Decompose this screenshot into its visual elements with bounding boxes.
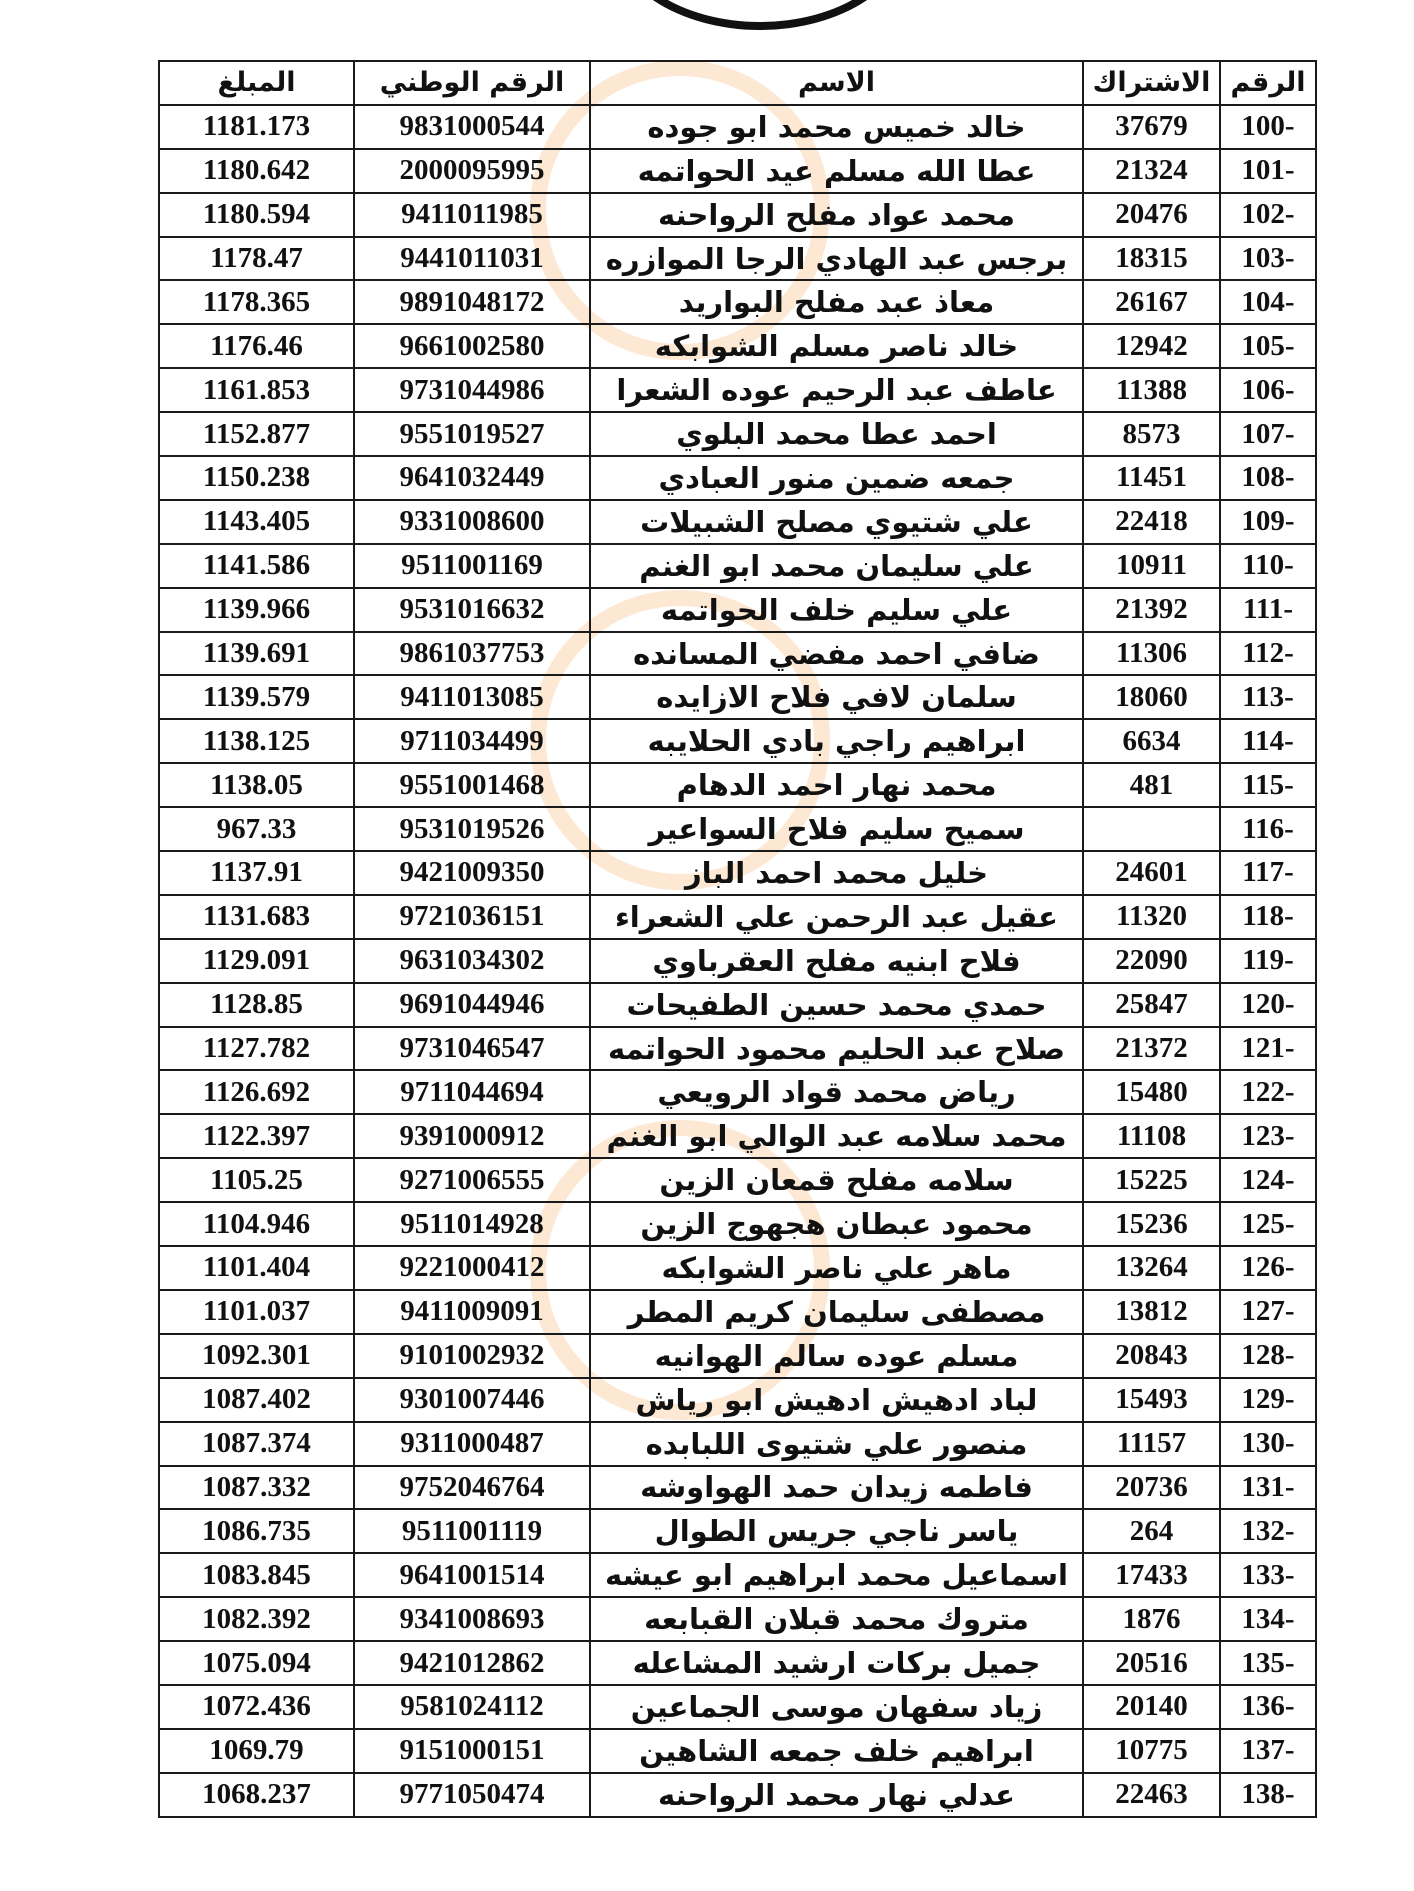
row-amount: 967.33 — [159, 807, 354, 851]
table-row — [159, 368, 1316, 412]
row-subscription: 15493 — [1083, 1378, 1220, 1422]
row-national-id: 9641001514 — [354, 1553, 590, 1597]
roster-table — [158, 60, 1317, 1818]
row-amount: 1092.301 — [159, 1334, 354, 1378]
row-national-id: 9731044986 — [354, 368, 590, 412]
row-name: عاطف عبد الرحيم عوده الشعرا — [590, 368, 1083, 412]
table-row — [159, 1773, 1316, 1817]
row-subscription: 22418 — [1083, 500, 1220, 544]
row-amount: 1139.691 — [159, 632, 354, 676]
table-row — [159, 412, 1316, 456]
table-row — [159, 851, 1316, 895]
table-row — [159, 1553, 1316, 1597]
row-subscription: 12942 — [1083, 324, 1220, 368]
table-row — [159, 675, 1316, 719]
table-row — [159, 149, 1316, 193]
row-name: عطا الله مسلم عيد الحواتمه — [590, 149, 1083, 193]
row-name: مسلم عوده سالم الهوانيه — [590, 1334, 1083, 1378]
row-amount: 1083.845 — [159, 1553, 354, 1597]
row-name: معاذ عبد مفلح البواريد — [590, 280, 1083, 324]
row-number: 131- — [1220, 1466, 1316, 1510]
row-subscription: 10911 — [1083, 544, 1220, 588]
row-name: سلامه مفلح قمعان الزين — [590, 1158, 1083, 1202]
row-name: متروك محمد قبلان القبابعه — [590, 1597, 1083, 1641]
row-subscription: 22090 — [1083, 939, 1220, 983]
row-number: 110- — [1220, 544, 1316, 588]
row-number: 126- — [1220, 1246, 1316, 1290]
row-name: محمد نهار احمد الدهام — [590, 763, 1083, 807]
row-number: 102- — [1220, 193, 1316, 237]
table-row — [159, 1509, 1316, 1553]
table-row — [159, 983, 1316, 1027]
row-subscription: 11157 — [1083, 1422, 1220, 1466]
row-national-id: 9581024112 — [354, 1685, 590, 1729]
row-amount: 1122.397 — [159, 1114, 354, 1158]
row-number: 124- — [1220, 1158, 1316, 1202]
row-subscription: 481 — [1083, 763, 1220, 807]
row-national-id: 9511001169 — [354, 544, 590, 588]
row-name: مصطفى سليمان كريم المطر — [590, 1290, 1083, 1334]
row-name: رياض محمد قواد الرويعي — [590, 1070, 1083, 1114]
table-row — [159, 807, 1316, 851]
row-subscription: 15480 — [1083, 1070, 1220, 1114]
row-name: خالد خميس محمد ابو جوده — [590, 105, 1083, 149]
row-amount: 1127.782 — [159, 1027, 354, 1071]
row-national-id: 9511001119 — [354, 1509, 590, 1553]
row-number: 103- — [1220, 237, 1316, 281]
row-subscription: 10775 — [1083, 1729, 1220, 1773]
table-row — [159, 1202, 1316, 1246]
row-amount: 1161.853 — [159, 368, 354, 412]
row-amount: 1138.125 — [159, 719, 354, 763]
row-number: 118- — [1220, 895, 1316, 939]
row-amount: 1181.173 — [159, 105, 354, 149]
row-number: 138- — [1220, 1773, 1316, 1817]
row-name: خالد ناصر مسلم الشوابكه — [590, 324, 1083, 368]
row-amount: 1129.091 — [159, 939, 354, 983]
row-national-id: 9301007446 — [354, 1378, 590, 1422]
row-number: 108- — [1220, 456, 1316, 500]
row-name: عدلي نهار محمد الرواحنه — [590, 1773, 1083, 1817]
row-amount: 1141.586 — [159, 544, 354, 588]
row-subscription: 13264 — [1083, 1246, 1220, 1290]
row-national-id: 9391000912 — [354, 1114, 590, 1158]
row-number: 135- — [1220, 1641, 1316, 1685]
row-subscription: 18060 — [1083, 675, 1220, 719]
row-name: فلاح ابنيه مفلح العقرباوي — [590, 939, 1083, 983]
row-amount: 1104.946 — [159, 1202, 354, 1246]
row-number: 128- — [1220, 1334, 1316, 1378]
row-number: 130- — [1220, 1422, 1316, 1466]
row-amount: 1139.966 — [159, 588, 354, 632]
row-number: 127- — [1220, 1290, 1316, 1334]
row-amount: 1139.579 — [159, 675, 354, 719]
row-national-id: 9221000412 — [354, 1246, 590, 1290]
row-national-id: 9411011985 — [354, 193, 590, 237]
row-national-id: 9691044946 — [354, 983, 590, 1027]
header-amount: المبلغ — [159, 61, 354, 105]
row-number: 105- — [1220, 324, 1316, 368]
row-national-id: 9831000544 — [354, 105, 590, 149]
table-row — [159, 280, 1316, 324]
row-amount: 1152.877 — [159, 412, 354, 456]
table-row — [159, 1290, 1316, 1334]
row-national-id: 9411009091 — [354, 1290, 590, 1334]
row-subscription: 15225 — [1083, 1158, 1220, 1202]
row-number: 121- — [1220, 1027, 1316, 1071]
table-row — [159, 719, 1316, 763]
table-row — [159, 1641, 1316, 1685]
row-amount: 1150.238 — [159, 456, 354, 500]
row-national-id: 9752046764 — [354, 1466, 590, 1510]
table-row — [159, 500, 1316, 544]
row-number: 125- — [1220, 1202, 1316, 1246]
row-amount: 1126.692 — [159, 1070, 354, 1114]
row-amount: 1178.47 — [159, 237, 354, 281]
header-name: الاسم — [590, 61, 1083, 105]
table-row — [159, 1685, 1316, 1729]
row-number: 109- — [1220, 500, 1316, 544]
table-row — [159, 1158, 1316, 1202]
row-national-id: 9151000151 — [354, 1729, 590, 1773]
table-header-row — [159, 61, 1316, 105]
row-subscription: 20736 — [1083, 1466, 1220, 1510]
table-row — [159, 544, 1316, 588]
row-number: 123- — [1220, 1114, 1316, 1158]
row-number: 119- — [1220, 939, 1316, 983]
row-number: 133- — [1220, 1553, 1316, 1597]
row-national-id: 9531016632 — [354, 588, 590, 632]
row-subscription: 6634 — [1083, 719, 1220, 763]
row-number: 134- — [1220, 1597, 1316, 1641]
table-row — [159, 1729, 1316, 1773]
row-national-id: 9711044694 — [354, 1070, 590, 1114]
row-name: ضافي احمد مفضي المسانده — [590, 632, 1083, 676]
table-row — [159, 1422, 1316, 1466]
table-row — [159, 456, 1316, 500]
row-number: 117- — [1220, 851, 1316, 895]
row-national-id: 9661002580 — [354, 324, 590, 368]
row-national-id: 9271006555 — [354, 1158, 590, 1202]
row-name: حمدي محمد حسين الطفيحات — [590, 983, 1083, 1027]
row-number: 112- — [1220, 632, 1316, 676]
row-number: 113- — [1220, 675, 1316, 719]
row-name: جمعه ضمين منور العبادي — [590, 456, 1083, 500]
row-subscription: 20516 — [1083, 1641, 1220, 1685]
row-amount: 1180.642 — [159, 149, 354, 193]
row-amount: 1143.405 — [159, 500, 354, 544]
row-subscription — [1083, 807, 1220, 851]
row-amount: 1082.392 — [159, 1597, 354, 1641]
table-row — [159, 1597, 1316, 1641]
header-number: الرقم — [1220, 61, 1316, 105]
table-row — [159, 632, 1316, 676]
row-national-id: 9311000487 — [354, 1422, 590, 1466]
row-national-id: 9531019526 — [354, 807, 590, 851]
row-name: ابراهيم راجي بادي الحلايبه — [590, 719, 1083, 763]
row-subscription: 37679 — [1083, 105, 1220, 149]
row-national-id: 9641032449 — [354, 456, 590, 500]
row-name: برجس عبد الهادي الرجا الموازره — [590, 237, 1083, 281]
row-amount: 1087.332 — [159, 1466, 354, 1510]
table-row — [159, 193, 1316, 237]
table-row — [159, 895, 1316, 939]
row-number: 100- — [1220, 105, 1316, 149]
row-name: محمد عواد مفلح الرواحنه — [590, 193, 1083, 237]
row-subscription: 21324 — [1083, 149, 1220, 193]
row-name: علي سليم خلف الحواتمه — [590, 588, 1083, 632]
table-row — [159, 939, 1316, 983]
row-subscription: 24601 — [1083, 851, 1220, 895]
row-national-id: 9341008693 — [354, 1597, 590, 1641]
table-row — [159, 1027, 1316, 1071]
row-subscription: 20140 — [1083, 1685, 1220, 1729]
row-national-id: 9421009350 — [354, 851, 590, 895]
row-subscription: 15236 — [1083, 1202, 1220, 1246]
row-subscription: 11388 — [1083, 368, 1220, 412]
top-oval-frame — [610, 0, 910, 30]
row-number: 106- — [1220, 368, 1316, 412]
row-national-id: 9771050474 — [354, 1773, 590, 1817]
row-national-id: 9731046547 — [354, 1027, 590, 1071]
header-national-id: الرقم الوطني — [354, 61, 590, 105]
row-amount: 1138.05 — [159, 763, 354, 807]
row-national-id: 9721036151 — [354, 895, 590, 939]
row-amount: 1075.094 — [159, 1641, 354, 1685]
row-number: 115- — [1220, 763, 1316, 807]
row-national-id: 9441011031 — [354, 237, 590, 281]
row-subscription: 17433 — [1083, 1553, 1220, 1597]
row-amount: 1178.365 — [159, 280, 354, 324]
row-subscription: 1876 — [1083, 1597, 1220, 1641]
row-number: 120- — [1220, 983, 1316, 1027]
row-name: علي شتيوي مصلح الشبيلات — [590, 500, 1083, 544]
row-name: ابراهيم خلف جمعه الشاهين — [590, 1729, 1083, 1773]
row-name: ياسر ناجي جريس الطوال — [590, 1509, 1083, 1553]
row-name: منصور علي شتيوى اللبابده — [590, 1422, 1083, 1466]
row-subscription: 11451 — [1083, 456, 1220, 500]
row-national-id: 9101002932 — [354, 1334, 590, 1378]
table-row — [159, 1334, 1316, 1378]
row-number: 104- — [1220, 280, 1316, 324]
row-amount: 1176.46 — [159, 324, 354, 368]
row-name: عقيل عبد الرحمن علي الشعراء — [590, 895, 1083, 939]
table-row — [159, 1378, 1316, 1422]
row-amount: 1128.85 — [159, 983, 354, 1027]
row-national-id: 9411013085 — [354, 675, 590, 719]
row-subscription: 21392 — [1083, 588, 1220, 632]
row-name: خليل محمد احمد الباز — [590, 851, 1083, 895]
row-amount: 1131.683 — [159, 895, 354, 939]
row-number: 137- — [1220, 1729, 1316, 1773]
table-row — [159, 105, 1316, 149]
table-row — [159, 324, 1316, 368]
row-number: 116- — [1220, 807, 1316, 851]
row-name: محمد سلامه عبد الوالي ابو الغنم — [590, 1114, 1083, 1158]
row-amount: 1068.237 — [159, 1773, 354, 1817]
row-national-id: 9711034499 — [354, 719, 590, 763]
row-national-id: 9861037753 — [354, 632, 590, 676]
row-name: صلاح عبد الحليم محمود الحواتمه — [590, 1027, 1083, 1071]
row-national-id: 9511014928 — [354, 1202, 590, 1246]
row-subscription: 13812 — [1083, 1290, 1220, 1334]
row-subscription: 264 — [1083, 1509, 1220, 1553]
row-number: 101- — [1220, 149, 1316, 193]
row-subscription: 25847 — [1083, 983, 1220, 1027]
row-amount: 1137.91 — [159, 851, 354, 895]
row-number: 122- — [1220, 1070, 1316, 1114]
row-name: فاطمه زيدان حمد الهواوشه — [590, 1466, 1083, 1510]
row-amount: 1101.037 — [159, 1290, 354, 1334]
row-name: لباد ادهيش ادهيش ابو رياش — [590, 1378, 1083, 1422]
table-row — [159, 1070, 1316, 1114]
row-subscription: 11108 — [1083, 1114, 1220, 1158]
row-national-id: 9891048172 — [354, 280, 590, 324]
row-amount: 1072.436 — [159, 1685, 354, 1729]
row-subscription: 11306 — [1083, 632, 1220, 676]
row-subscription: 22463 — [1083, 1773, 1220, 1817]
table-row — [159, 588, 1316, 632]
row-national-id: 2000095995 — [354, 149, 590, 193]
row-amount: 1087.402 — [159, 1378, 354, 1422]
row-name: سميح سليم فلاح السواعير — [590, 807, 1083, 851]
row-subscription: 8573 — [1083, 412, 1220, 456]
table-row — [159, 1246, 1316, 1290]
row-number: 111- — [1220, 588, 1316, 632]
row-number: 114- — [1220, 719, 1316, 763]
row-national-id: 9421012862 — [354, 1641, 590, 1685]
row-subscription: 18315 — [1083, 237, 1220, 281]
row-subscription: 11320 — [1083, 895, 1220, 939]
row-subscription: 20476 — [1083, 193, 1220, 237]
row-name: احمد عطا محمد البلوي — [590, 412, 1083, 456]
row-number: 132- — [1220, 1509, 1316, 1553]
row-amount: 1069.79 — [159, 1729, 354, 1773]
row-national-id: 9551001468 — [354, 763, 590, 807]
row-amount: 1087.374 — [159, 1422, 354, 1466]
table-row — [159, 763, 1316, 807]
table-row — [159, 1466, 1316, 1510]
row-number: 129- — [1220, 1378, 1316, 1422]
row-amount: 1101.404 — [159, 1246, 354, 1290]
header-subscription: الاشتراك — [1083, 61, 1220, 105]
row-national-id: 9631034302 — [354, 939, 590, 983]
row-amount: 1086.735 — [159, 1509, 354, 1553]
row-name: سلمان لافي فلاح الازايده — [590, 675, 1083, 719]
row-name: علي سليمان محمد ابو الغنم — [590, 544, 1083, 588]
table-row — [159, 237, 1316, 281]
row-number: 136- — [1220, 1685, 1316, 1729]
row-national-id: 9331008600 — [354, 500, 590, 544]
table-row — [159, 1114, 1316, 1158]
row-name: ماهر علي ناصر الشوابكه — [590, 1246, 1083, 1290]
row-amount: 1105.25 — [159, 1158, 354, 1202]
row-number: 107- — [1220, 412, 1316, 456]
row-amount: 1180.594 — [159, 193, 354, 237]
row-subscription: 20843 — [1083, 1334, 1220, 1378]
row-national-id: 9551019527 — [354, 412, 590, 456]
row-name: اسماعيل محمد ابراهيم ابو عيشه — [590, 1553, 1083, 1597]
row-subscription: 26167 — [1083, 280, 1220, 324]
row-name: جميل بركات ارشيد المشاعله — [590, 1641, 1083, 1685]
row-name: محمود عبطان هجهوج الزين — [590, 1202, 1083, 1246]
row-subscription: 21372 — [1083, 1027, 1220, 1071]
row-name: زياد سفهان موسى الجماعين — [590, 1685, 1083, 1729]
